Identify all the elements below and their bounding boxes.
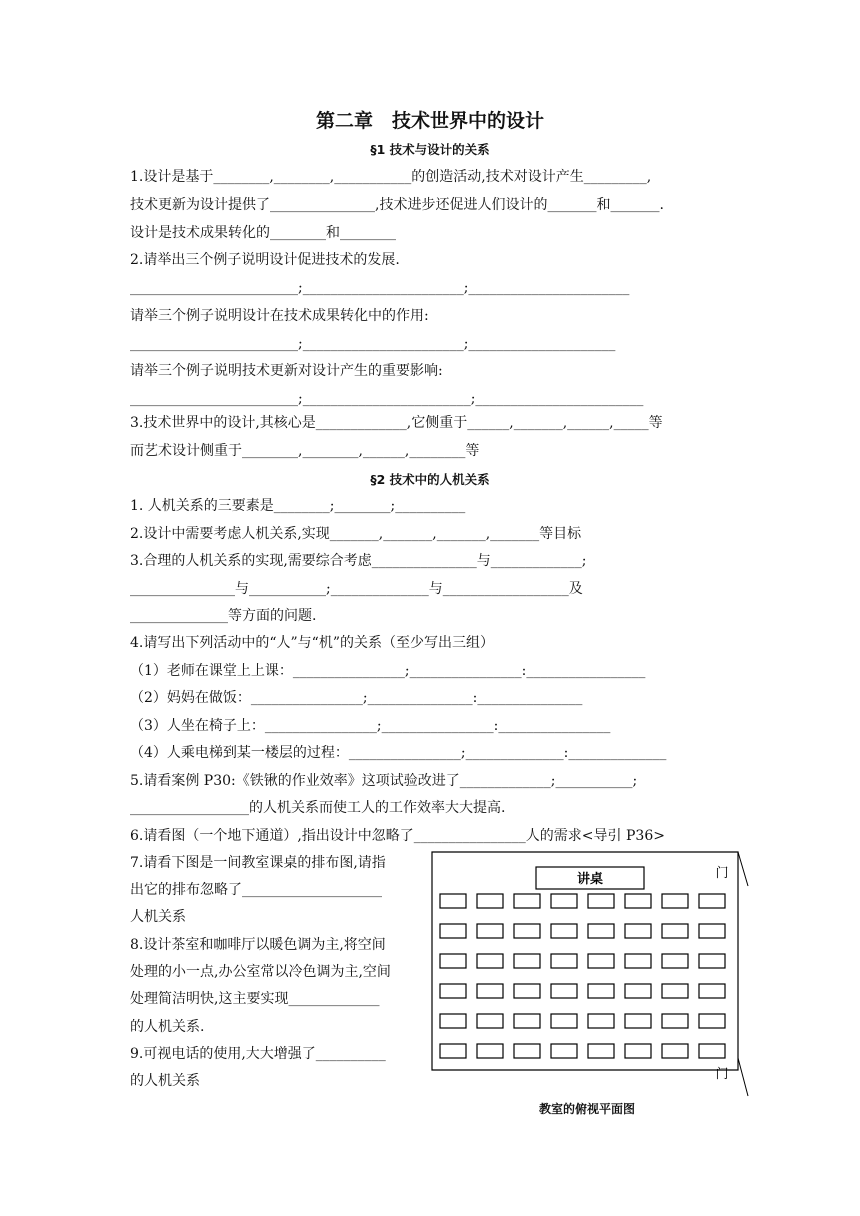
text-line: 请举三个例子说明设计在技术成果转化中的作用: (130, 308, 429, 324)
text-line: （2）妈妈在做饭：________________;_______________:_______________ (130, 690, 583, 706)
desk (514, 894, 540, 908)
text-line: （4）人乘电梯到某一楼层的过程：________________;______________:______________ (130, 745, 667, 761)
diagram-caption: 教室的俯视平面图 (538, 1102, 635, 1116)
text-line: 人机关系 (130, 909, 186, 925)
desk (625, 1014, 651, 1028)
desk (514, 1044, 540, 1058)
desk (551, 924, 577, 938)
classroom-floor-plan (420, 840, 760, 1100)
door-top-label: 门 (715, 866, 729, 881)
text-line: 处理的小一点,办公室常以冷色调为主,空间 (130, 964, 391, 980)
desk (699, 924, 725, 938)
desk (662, 924, 688, 938)
text-line: 1. 人机关系的三要素是________;________;__________ (130, 498, 466, 514)
desk (699, 1014, 725, 1028)
desk (588, 984, 614, 998)
desk (625, 984, 651, 998)
desk (588, 1044, 614, 1058)
desk (477, 1014, 503, 1028)
desk (551, 984, 577, 998)
text-line: 8.设计茶室和咖啡厅以暖色调为主,将空间 (130, 937, 386, 953)
desk (477, 984, 503, 998)
text-line: 3.技术世界中的设计,其核心是_____________,它侧重于______,_______,______,_____等 (130, 415, 663, 431)
text-line: 处理简洁明快,这主要实现_____________ (130, 991, 380, 1007)
desk (588, 924, 614, 938)
desk (662, 1014, 688, 1028)
desk (514, 984, 540, 998)
section-heading-1: §1 技术与设计的关系 (370, 142, 490, 157)
text-line: ________________________;_______________________;_______________________ (130, 280, 630, 296)
text-line: 4.请写出下列活动中的“人”与“机”的关系（至少写出三组） (130, 635, 494, 651)
desk (662, 984, 688, 998)
text-line: 6.请看图（一个地下通道）,指出设计中忽略了________________人的需求<导引 P36> (130, 828, 665, 844)
podium-label: 讲桌 (576, 872, 604, 887)
desk (551, 894, 577, 908)
text-line: 的人机关系 (130, 1073, 200, 1089)
desk (588, 894, 614, 908)
desk (625, 924, 651, 938)
desk (588, 1014, 614, 1028)
text-line: 9.可视电话的使用,大大增强了__________ (130, 1046, 386, 1062)
text-line: _______________与___________;______________与__________________及 (130, 581, 583, 597)
text-line: ________________________;________________________;________________________ (130, 391, 644, 407)
text-line: （3）人坐在椅子上：________________;________________:________________ (130, 718, 611, 734)
text-line: 5.请看案例 P30:《铁锹的作业效率》这项试验改进了_____________;___________; (130, 773, 638, 789)
desk (662, 1044, 688, 1058)
desk (514, 924, 540, 938)
desk (477, 894, 503, 908)
desk (440, 954, 466, 968)
desk (440, 1044, 466, 1058)
page-title: 第二章 技术世界中的设计 (315, 110, 544, 132)
text-line: 的人机关系. (130, 1019, 205, 1035)
door-top (738, 852, 748, 886)
door-bottom-label: 门 (715, 1067, 729, 1082)
desk (514, 954, 540, 968)
desk (551, 1044, 577, 1058)
section-heading-2: §2 技术中的人机关系 (370, 472, 490, 487)
desk (440, 1014, 466, 1028)
desk (662, 954, 688, 968)
desk (551, 1014, 577, 1028)
text-line: 7.请看下图是一间教室课桌的排布图,请指 (130, 855, 386, 871)
desk (699, 894, 725, 908)
desk (662, 894, 688, 908)
desk (699, 954, 725, 968)
text-line: 2.请举出三个例子说明设计促进技术的发展. (130, 252, 400, 268)
desk (440, 894, 466, 908)
desk (440, 924, 466, 938)
text-line: 设计是技术成果转化的________和________ (130, 225, 396, 241)
text-line: 1.设计是基于________,________,___________的创造活动,技术对设计产生_________, (130, 169, 652, 185)
desk (477, 924, 503, 938)
desk (477, 954, 503, 968)
desk (625, 894, 651, 908)
desk (588, 954, 614, 968)
desk (551, 954, 577, 968)
desk (699, 1044, 725, 1058)
text-line: 出它的排布忽略了____________________ (130, 882, 382, 898)
text-line: 2.设计中需要考虑人机关系,实现_______,_______,_______,_______等目标 (130, 526, 582, 542)
text-line: 技术更新为设计提供了_______________,技术进步还促进人们设计的_______和_______. (130, 197, 664, 213)
desk (514, 1014, 540, 1028)
text-line: 请举三个例子说明技术更新对设计产生的重要影响: (130, 363, 443, 379)
text-line: ________________________;_______________________;_____________________ (130, 336, 616, 352)
text-line: _________________的人机关系而使工人的工作效率大大提高. (130, 800, 506, 816)
door-bottom (738, 1058, 748, 1096)
text-line: 而艺术设计侧重于________,________,______,________等 (130, 443, 480, 459)
desk (625, 954, 651, 968)
desk (440, 984, 466, 998)
desk (699, 984, 725, 998)
desk (625, 1044, 651, 1058)
text-line: （1）老师在课堂上上课：________________;________________:_________________ (130, 663, 646, 679)
desk (477, 1044, 503, 1058)
text-line: ______________等方面的问题. (130, 608, 317, 624)
text-line: 3.合理的人机关系的实现,需要综合考虑_______________与_____________; (130, 553, 587, 569)
